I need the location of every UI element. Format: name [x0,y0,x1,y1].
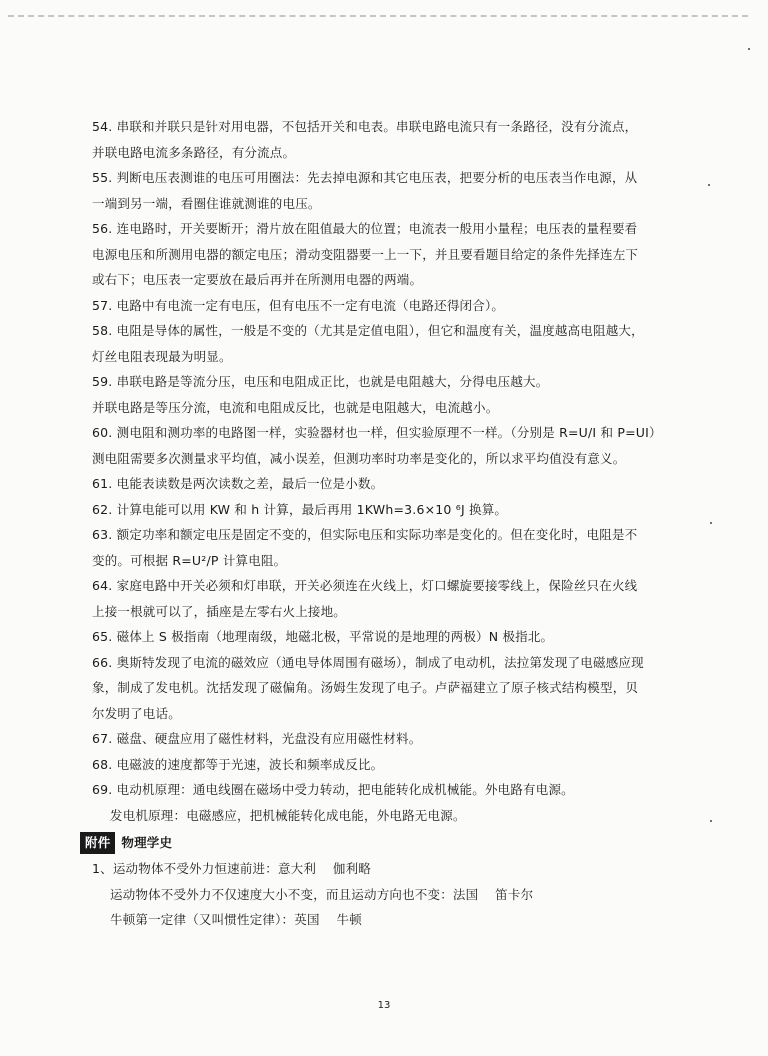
text-line: 65. 磁体上 S 极指南（地理南级，地磁北极，平常说的是地理的两极）N 极指北。 [92,629,554,644]
text-line: 66. 奥斯特发现了电流的磁效应（通电导体周围有磁场），制成了电动机，法拉第发现了电磁感应现 [92,654,644,670]
text-line: 61. 电能表读数是两次读数之差，最后一位是小数。 [92,476,384,491]
appendix-heading [85,830,652,856]
text-line: 发电机原理：电磁感应，把机械能转化成电能，外电路无电源。 [110,807,466,823]
text-line: 尔发明了电话。 [92,705,181,721]
document-body [85,114,662,933]
history-line: 运动物体不受外力不仅速度大小不变，而且运动方向也不变：法国 笛卡尔 [110,886,534,902]
scan-dashed-border [8,15,748,17]
text-line: 68. 电磁波的速度都等于光速，波长和频率成反比。 [92,756,384,772]
text-line: 69. 电动机原理：通电线圈在磁场中受力转动，把电能转化成机械能。外电路有电源。 [92,782,574,797]
text-line: 或右下；电压表一定要放在最后再并在所测用电器的两端。 [92,272,423,287]
scan-speck [710,522,712,524]
text-line: 67. 磁盘、硬盘应用了磁性材料，光盘没有应用磁性材料。 [92,731,422,746]
text-line: 60. 测电阻和测功率的电路图一样，实验器材也一样，但实验原理不一样。（分别是 R=U/I 和 P=UI） [92,425,662,440]
scan-speck [748,48,750,50]
appendix-badge: 附件 [80,832,115,854]
text-line: 59. 串联电路是等流分压，电压和电阻成正比，也就是电阻越大，分得电压越大。 [92,374,549,389]
text-line: 上接一根就可以了，插座是左零右火上接地。 [92,603,347,619]
text-line: 54. 串联和并联只是针对用电器，不包括开关和电表。串联电路电流只有一条路径，没有分流点， [92,119,638,134]
text-line: 电源电压和所测用电器的额定电压；滑动变阻器要一上一下，并且要看题目给定的条件先择连左下 [92,246,639,262]
text-line: 57. 电路中有电流一定有电压，但有电压不一定有电流（电路还得闭合）。 [92,297,505,313]
text-line: 55. 判断电压表测谁的电压可用圈法：先去掉电源和其它电压表，把要分析的电压表当作电源，从 [92,170,638,185]
text-line: 62. 计算电能可以用 KW 和 h 计算，最后再用 1KWh=3.6×10 ⁶J 换算。 [92,501,508,517]
history-line: 1、运动物体不受外力恒速前进：意大利 伽利略 [92,861,372,876]
text-line: 变的。可根据 R=U²/P 计算电阻。 [92,552,287,568]
history-line: 牛顿第一定律（又叫惯性定律）：英国 牛顿 [110,912,362,927]
text-line: 一端到另一端，看圈住谁就测谁的电压。 [92,195,321,211]
scan-speck [708,184,710,186]
text-line: 64. 家庭电路中开关必须和灯串联，开关必须连在火线上，灯口螺旋要接零线上，保险丝只在火线 [92,578,638,593]
appendix-title: 物理学史 [121,835,173,851]
text-line: 象，制成了发电机。沈括发现了磁偏角。汤姆生发现了电子。卢萨福建立了原子核式结构模型，贝 [92,680,639,695]
text-line: 并联电路电流多条路径，有分流点。 [92,144,296,160]
text-line: 56. 连电路时，开关要断开；滑片放在阻值最大的位置；电流表一般用小量程；电压表的量程要看 [92,221,638,236]
text-line: 63. 额定功率和额定电压是固定不变的，但实际电压和实际功率是变化的。但在变化时，电阻是不 [92,527,638,542]
page-number: 13 [377,1000,391,1011]
scan-speck [710,820,712,822]
text-line: 灯丝电阻表现最为明显。 [92,348,232,364]
text-line: 测电阻需要多次测量求平均值，减小误差，但测功率时功率是变化的，所以求平均值没有意义。 [92,450,626,466]
text-line: 58. 电阻是导体的属性，一般是不变的（尤其是定值电阻），但它和温度有关，温度越高电阻越大， [92,323,644,338]
text-line: 并联电路是等压分流，电流和电阻成反比，也就是电阻越大，电流越小。 [92,399,499,415]
